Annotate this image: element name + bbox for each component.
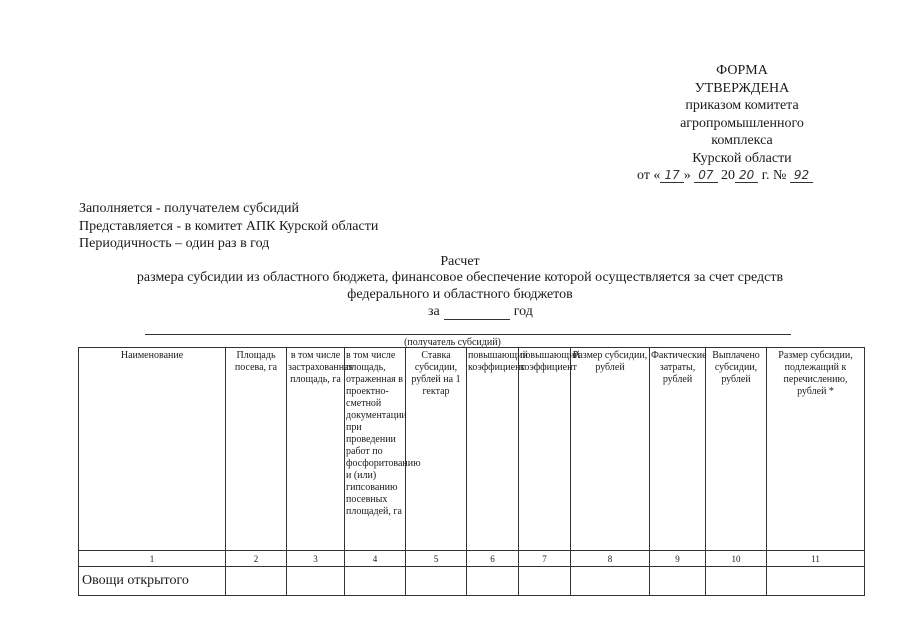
column-number: 11 <box>767 551 865 567</box>
header-subsidy-rate: Ставка субсидии, рублей на 1 гектар <box>406 348 467 551</box>
column-number: 4 <box>345 551 406 567</box>
table-cell[interactable] <box>571 567 650 596</box>
header-coefficient-2: повышающий коэффициент <box>519 348 571 551</box>
column-number: 2 <box>226 551 287 567</box>
period-prefix: за <box>428 304 440 319</box>
column-number: 8 <box>571 551 650 567</box>
header-paid-subsidy: Выплачено субсидии, рублей <box>706 348 767 551</box>
date-month: 07 <box>694 168 717 183</box>
recipient-caption: (получатель субсидий) <box>404 337 501 348</box>
date-mid: » <box>683 168 691 183</box>
header-phosphorite-area: в том числе площадь, отраженная в проектно-сметной документации при проведении работ по фосфоритованию и (или) гипсованию посевных площадей, га <box>345 348 406 551</box>
approval-date-line <box>637 167 847 185</box>
table-row <box>79 567 865 596</box>
header-coefficient-1: повышающий коэффициент <box>467 348 519 551</box>
recipient-field-line[interactable] <box>145 334 791 335</box>
date-prefix: от « <box>637 168 661 183</box>
column-number-row <box>79 551 865 567</box>
approval-line-6: Курской области <box>692 150 792 166</box>
approval-line-2: УТВЕРЖДЕНА <box>694 80 790 96</box>
approval-line-3: приказом комитета <box>685 98 799 113</box>
header-insured-area: в том числе застрахованная площадь, га <box>287 348 345 551</box>
order-number: 92 <box>790 168 813 183</box>
document-subtitle-line-1: размера субсидии из областного бюджета, финансовое обеспечение которой осуществляется за счет средств <box>136 270 784 285</box>
table-cell[interactable] <box>650 567 706 596</box>
row-label: Овощи открытого <box>79 567 226 596</box>
date-day: 17 <box>660 168 683 183</box>
column-number: 10 <box>706 551 767 567</box>
approval-stamp <box>637 62 847 185</box>
table-cell[interactable] <box>706 567 767 596</box>
document-subtitle-line-2: федерального и областного бюджетов <box>347 287 573 302</box>
column-number: 9 <box>650 551 706 567</box>
approval-line-5: комплекса <box>711 133 773 148</box>
approval-line-4: агропромышленного <box>680 115 804 131</box>
submitted-to-text: Представляется - в комитет АПК Курской области <box>79 218 379 234</box>
header-name: Наименование <box>79 348 226 551</box>
table-cell[interactable] <box>226 567 287 596</box>
frequency-text: Периодичность – один раз в год <box>79 236 270 251</box>
table-cell[interactable] <box>406 567 467 596</box>
table-cell[interactable] <box>287 567 345 596</box>
filled-by-text: Заполняется - получателем субсидий <box>79 201 299 216</box>
approval-line-1: ФОРМА <box>716 63 768 78</box>
header-actual-costs: Фактические затраты, рублей <box>650 348 706 551</box>
period-blank-field[interactable] <box>444 319 510 320</box>
column-number: 1 <box>79 551 226 567</box>
table-cell[interactable] <box>345 567 406 596</box>
document-title: Расчет <box>440 254 480 269</box>
year-suffix: 20 <box>735 168 758 183</box>
column-number: 3 <box>287 551 345 567</box>
table-cell[interactable] <box>467 567 519 596</box>
year-label: г. № <box>761 168 787 183</box>
table-cell[interactable] <box>519 567 571 596</box>
table-header-row <box>79 348 865 551</box>
header-subsidy-to-transfer: Размер субсидии, подлежащий к перечислению, рублей * <box>767 348 865 551</box>
column-number: 5 <box>406 551 467 567</box>
year-prefix: 20 <box>721 168 735 183</box>
column-number: 7 <box>519 551 571 567</box>
subsidy-table <box>78 347 865 596</box>
form-meta <box>79 200 378 253</box>
column-number: 6 <box>467 551 519 567</box>
header-sown-area: Площадь посева, га <box>226 348 287 551</box>
header-subsidy-amount: Размер субсидии, рублей <box>571 348 650 551</box>
period-suffix: год <box>513 304 533 319</box>
table-cell[interactable] <box>767 567 865 596</box>
period-line <box>428 304 533 320</box>
